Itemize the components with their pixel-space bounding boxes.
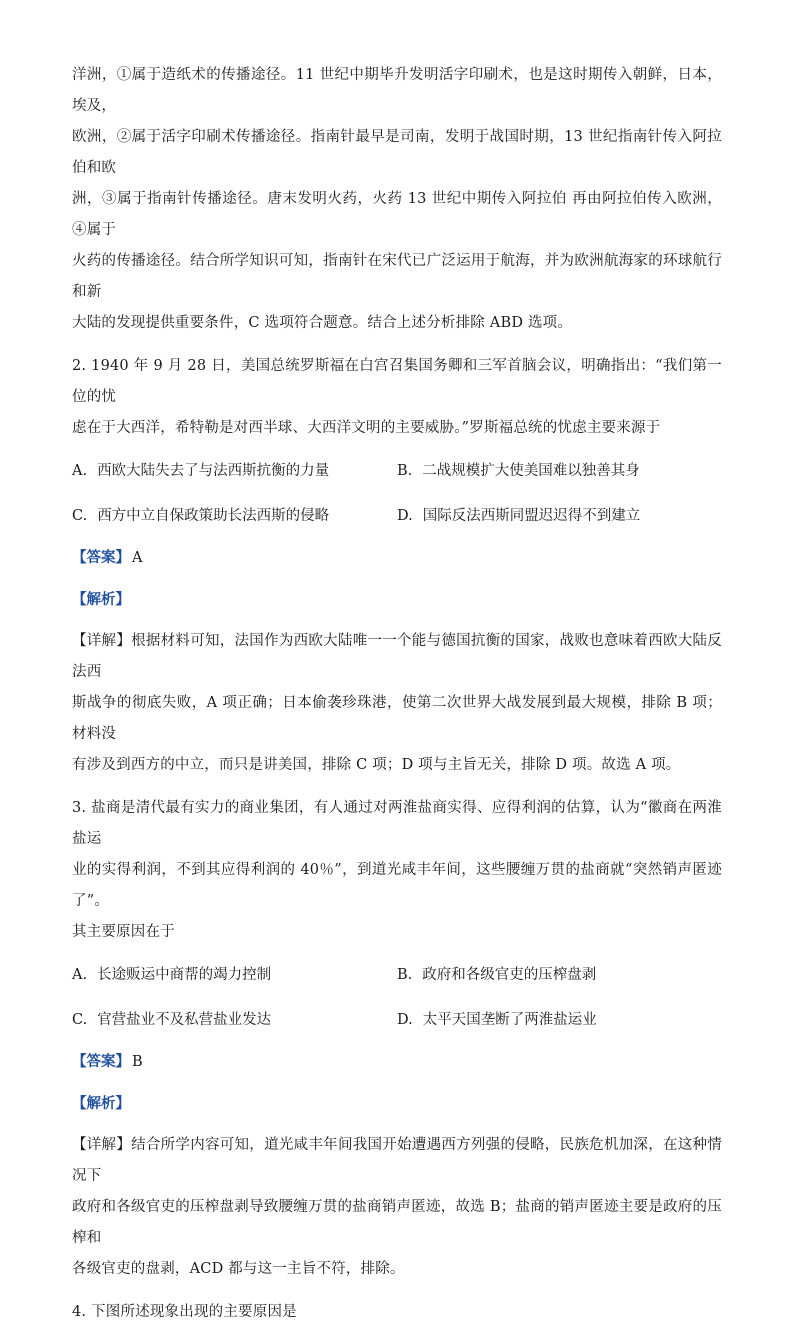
- question-stem-line: 3. 盐商是清代最有实力的商业集团，有人通过对两淮盐商实得、应得利润的估算，认为“徽商在两淮盐运: [72, 800, 722, 847]
- question-stem-line: 虑在于大西洋，希特勒是对西半球、大西洋文明的主要威胁。”罗斯福总统的忧虑主要来源于: [72, 420, 661, 436]
- answer-label: 【答案】: [72, 1053, 130, 1070]
- option-d: D. 太平天国垄断了两淮盐运业: [397, 1012, 597, 1028]
- option-c: C. 官营盐业不及私营盐业发达: [72, 1012, 272, 1028]
- intro-line: 洲，③属于指南针传播途径。唐末发明火药，火药 13 世纪中期传入阿拉伯 再由阿拉伯传入欧洲，④属于: [72, 191, 722, 238]
- document-page: [72, 60, 722, 1328]
- question-stem-line: 业的实得利润，不到其应得利润的 40％”，到道光咸丰年间，这些腰缠万贯的盐商就“突然销声匿迹了”。: [72, 862, 722, 909]
- question-3: [72, 793, 722, 1285]
- analysis-label: 【解析】: [72, 591, 130, 608]
- question-stem-line: 2. 1940 年 9 月 28 日，美国总统罗斯福在白宫召集国务卿和三军首脑会议，明确指出：“我们第一位的忧: [72, 358, 722, 405]
- intro-line: 欧洲，②属于活字印刷术传播途径。指南针最早是司南，发明于战国时期，13 世纪指南针传入阿拉伯和欧: [72, 129, 722, 176]
- analysis-line: [72, 584, 722, 616]
- detail-line: 有涉及到西方的中立，而只是讲美国，排除 C 项；D 项与主旨无关，排除 D 项。故选 A 项。: [72, 757, 681, 773]
- option-b: B. 政府和各级官吏的压榨盘剥: [397, 967, 597, 983]
- question-stem-line: 其主要原因在于: [72, 924, 175, 940]
- option-c: C. 西方中立自保政策助长法西斯的侵略: [72, 508, 330, 524]
- answer-line: [72, 542, 722, 574]
- intro-line: 洋洲，①属于造纸术的传播途径。11 世纪中期毕升发明活字印刷术，也是这时期传入朝鲜，日本，埃及，: [72, 67, 722, 114]
- answer-value: A: [132, 550, 143, 566]
- options-grid: [72, 456, 722, 532]
- intro-line: 大陆的发现提供重要条件，C 选项符合题意。结合上述分析排除 ABD 选项。: [72, 315, 573, 331]
- answer-value: B: [132, 1054, 143, 1070]
- intro-paragraph: [72, 60, 722, 339]
- option-a: A. 西欧大陆失去了与法西斯抗衡的力量: [72, 463, 330, 479]
- question-4: [72, 1297, 722, 1328]
- answer-label: 【答案】: [72, 549, 130, 566]
- detail-line: 各级官吏的盘剥，ACD 都与这一主旨不符，排除。: [72, 1261, 405, 1277]
- question-2: [72, 351, 722, 781]
- option-d: D. 国际反法西斯同盟迟迟得不到建立: [397, 508, 641, 524]
- detail-line: 政府和各级官吏的压榨盘剥导致腰缠万贯的盐商销声匿迹，故选 B；盐商的销声匿迹主要是政府的压榨和: [72, 1199, 722, 1246]
- detail-line: 【详解】根据材料可知，法国作为西欧大陆唯一一个能与德国抗衡的国家，战败也意味着西欧大陆反法西: [72, 633, 722, 680]
- options-grid: [72, 960, 722, 1036]
- option-a: A. 长途贩运中商帮的竭力控制: [72, 967, 272, 983]
- question-stem-line: 4. 下图所述现象出现的主要原因是: [72, 1304, 297, 1320]
- intro-line: 火药的传播途径。结合所学知识可知，指南针在宋代已广泛运用于航海，并为欧洲航海家的环球航行和新: [72, 253, 722, 300]
- option-b: B. 二战规模扩大使美国难以独善其身: [397, 463, 640, 479]
- answer-line: [72, 1046, 722, 1078]
- detail-line: 【详解】结合所学内容可知，道光咸丰年间我国开始遭遇西方列强的侵略，民族危机加深，在这种情况下: [72, 1137, 722, 1184]
- analysis-line: [72, 1088, 722, 1120]
- analysis-label: 【解析】: [72, 1095, 130, 1112]
- detail-line: 斯战争的彻底失败，A 项正确；日本偷袭珍珠港，使第二次世界大战发展到最大规模，排除 B 项；材料没: [72, 695, 722, 742]
